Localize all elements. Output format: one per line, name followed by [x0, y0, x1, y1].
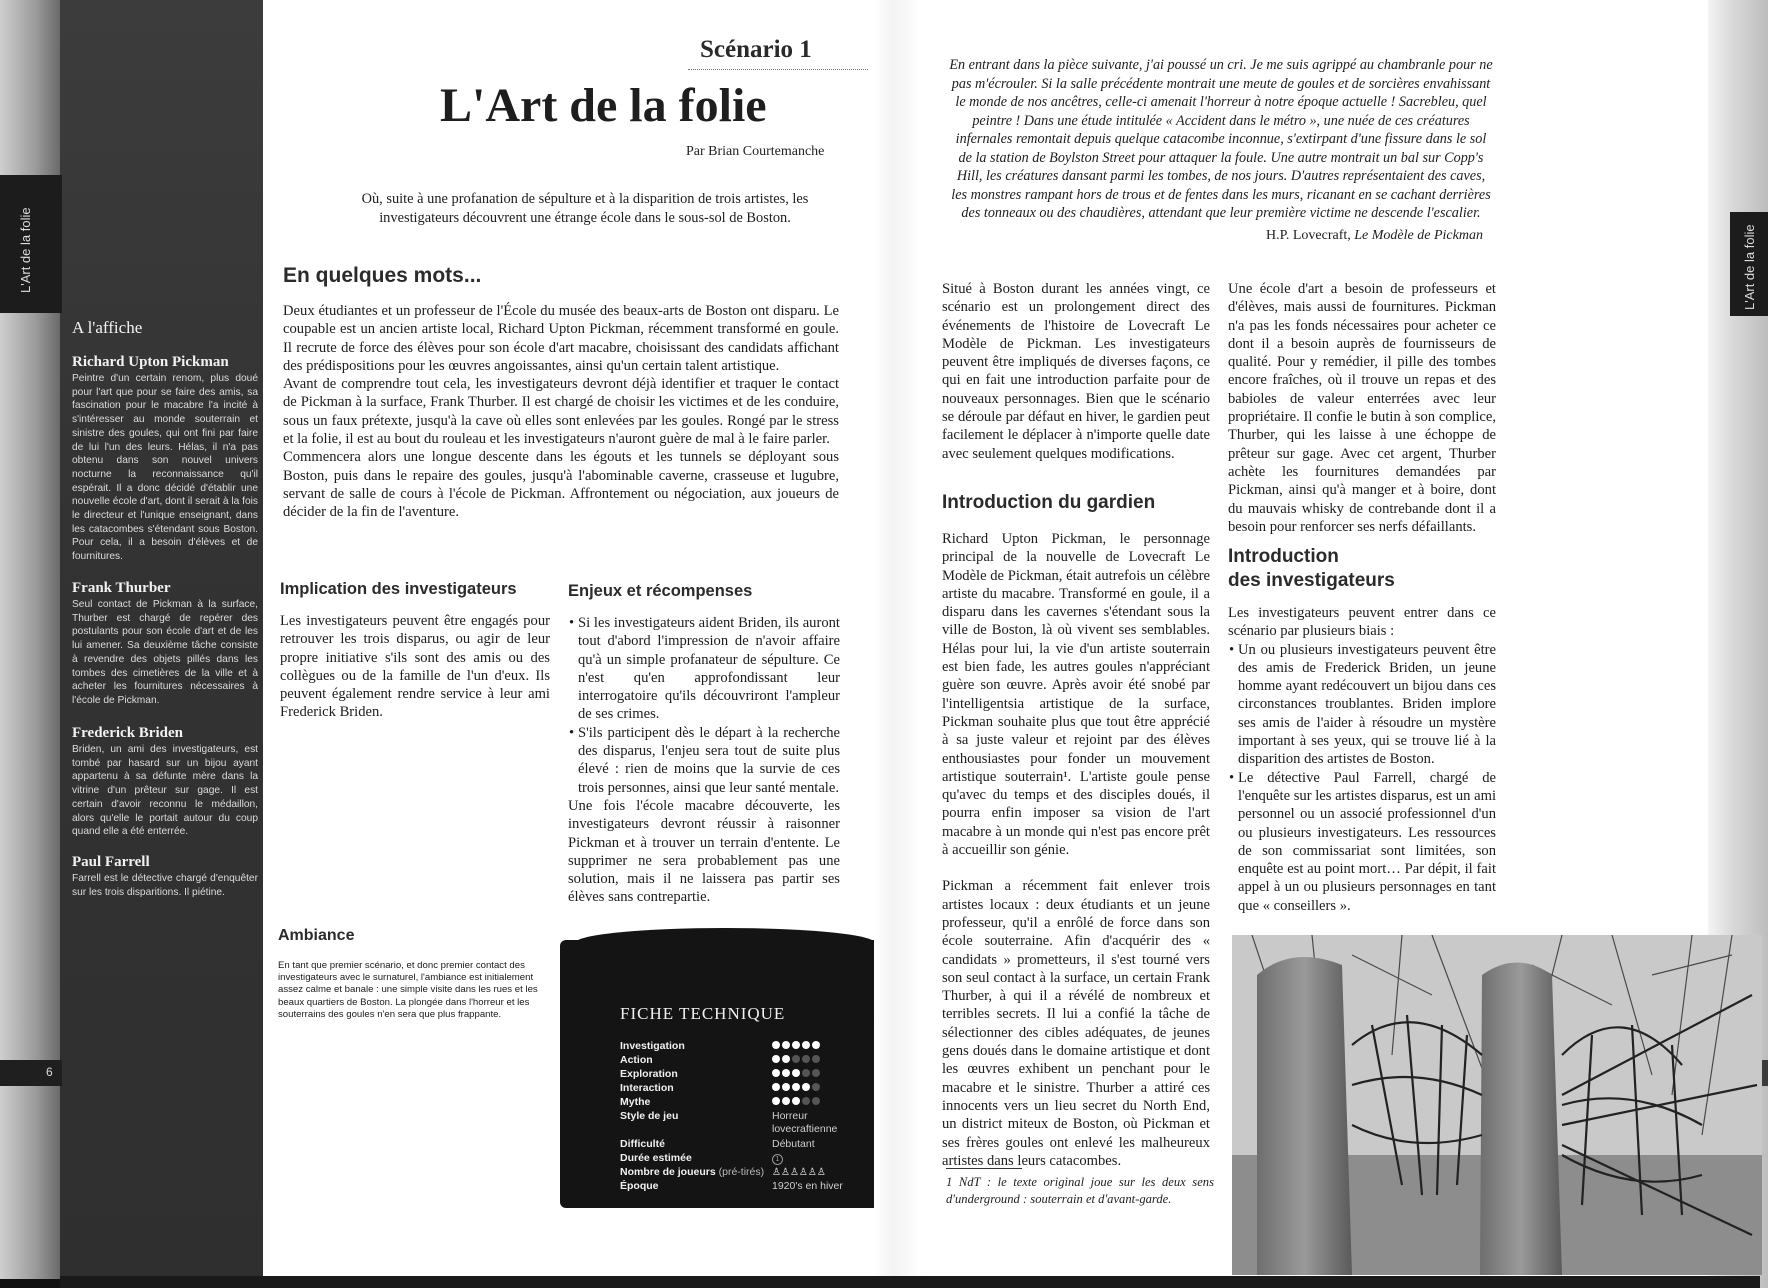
style-value: Horreur lovecraftienne: [772, 1110, 838, 1135]
heading-line: Introduction: [1228, 546, 1339, 567]
scenario-intro: Où, suite à une profanation de sépulture et à la disparition de trois artistes, les investigateurs découvrent une étrange école dans le sous-sol de Boston.: [361, 191, 809, 226]
rating-dots: [772, 1068, 822, 1080]
difficulty-row: [620, 1138, 870, 1152]
duration-label: Durée estimée: [620, 1152, 692, 1164]
heading-implication: Implication des investigateurs: [280, 580, 517, 598]
enjeux-text: [568, 614, 840, 907]
summary-text: [283, 302, 839, 522]
epoch-value: 1920's en hiver: [772, 1180, 843, 1192]
rating-row: [620, 1082, 870, 1096]
rating-dot-icon: [782, 1097, 790, 1105]
investigateurs-text: [1228, 604, 1496, 915]
rating-dot-icon: [812, 1069, 820, 1077]
players-sub: (pré-tirés): [718, 1166, 765, 1178]
epoch-row: [620, 1180, 870, 1194]
investigateurs-bullet: • Le détective Paul Farrell, chargé de l'enquête sur les artistes disparus, est un ami personnel ou un associé professionnel d'un ou plusieurs investigateurs. Les ressources de son commissariat sont limitées, son enquête est au point mort… Par dépit, il fait appel à un ou plusieurs personnages en tant que « conseillers ».: [1238, 769, 1496, 915]
sidebar-entry-pickman: [72, 354, 258, 564]
rating-dot-icon: [812, 1097, 820, 1105]
rating-dot-icon: [772, 1069, 780, 1077]
sidebar-entry-thurber: [72, 580, 258, 708]
player-icon: ♙: [789, 1167, 799, 1178]
rating-dot-icon: [772, 1055, 780, 1063]
rating-label: Investigation: [620, 1040, 685, 1052]
enjeux-bullet: • S'ils participent dès le départ à la recherche des disparus, l'enjeu sera tout de suite plus élevé : rien de moins que la survie de ces trois personnes, ainsi que leur santé mentale.: [578, 724, 840, 797]
players-row: [620, 1166, 870, 1180]
rating-dots: [772, 1096, 822, 1108]
summary-paragraph: Commencera alors une longue descente dans les égouts et les tunnels se déployant sous Boston, puis dans le repaire des goules, jusqu'à l'abominable caverne, crasseuse et lugubre, servant de salle de cours à l'école de Pickman. Affrontement ou négociation, aux joueurs de décider de la fin de l'aventure.: [283, 449, 839, 521]
player-icon: ♙: [798, 1167, 808, 1178]
heading-enjeux: Enjeux et récompenses: [568, 582, 753, 600]
enjeux-bullet: • Si les investigateurs aident Briden, ils auront tout d'abord l'impression de n'avoir affaire qu'à un simple profanateur de sépulture. Ce n'est qu'en approfondissant leur interrogatoire qu'ils découvriront l'ampleur de ses crimes.: [578, 614, 840, 724]
epoch-label: Époque: [620, 1180, 659, 1192]
rating-dot-icon: [772, 1083, 780, 1091]
sidebar-entry-text: Farrell est le détective chargé d'enquêter sur les trois disparitions. Il piétine.: [72, 873, 258, 898]
rating-dot-icon: [792, 1041, 800, 1049]
heading-investigateurs: [1228, 545, 1395, 593]
heading-gardien: Introduction du gardien: [942, 492, 1156, 513]
clock-icon: [772, 1152, 783, 1165]
ambiance-text: En tant que premier scénario, et donc premier contact des investigateurs avec le surnaturel, l'ambiance est initialement assez calme et banale : une simple visite dans les rues et les beaux quartiers de Boston. La plongée dans l'horreur et les souterrains des goules n'en sera que plus frappante.: [278, 960, 538, 1020]
rating-dot-icon: [812, 1041, 820, 1049]
sidebar-entry-text: Briden, un ami des investigateurs, est tombé par hasard sur un bijou ayant appartenu à sa défunte mère dans la vitrine d'un prêteur sur gage. Il est certain d'avoir reconnu le médaillon, alors qu'elle le portait autour du coup quand elle a été enterrée.: [72, 744, 258, 838]
players-label: Nombre de joueurs: [620, 1166, 716, 1178]
chapter-tab-label: L'Art de la folie: [1742, 224, 1757, 310]
duration-row: [620, 1152, 870, 1166]
rating-dot-icon: [782, 1069, 790, 1077]
quote-author: H.P. Lovecraft,: [1266, 228, 1351, 243]
epigraph-quote: En entrant dans la pièce suivante, j'ai poussé un cri. Je me suis agrippé au chambranle pour ne pas m'écrouler. Si la salle précédente montrait une meute de goules et de sorcières envahissant le monde de nos ancêtres, celle-ci amenait l'horreur à notre époque actuelle ! Sacrebleu, quel peintre ! Dans une étude intitulée « Accident dans le métro », une nuée de ces créatures infernales remontait depuis quelque catacombe inconnue, s'extirpant d'une fissure dans le sol de la station de Boylston Street pour attaquer la foule. Une autre montrait un bal sur Copp's Hill, les créatures dansant parmi les tombes, de nos jours. D'autres représentaient des caves, les monstres rampant hors de trous et de fentes dans les murs, ricanant en se cachant derrières des tonneaux ou des chaudières, attendant que leur première victime ne descende l'escalier.: [949, 57, 1493, 221]
investigateurs-list: [1228, 641, 1496, 915]
rating-dots: [772, 1054, 822, 1066]
col2-paragraph: Une école d'art a besoin de professeurs et d'élèves, mais aussi de fournitures. Pickman n'a pas les fonds nécessaires pour acheter ce dont il a besoin auprès de fournisseurs de qualité. Pour y remédier, il pille des tombes encore fraîches, où il trouve un repas et des babioles de valeur enterrées avec leur propriétaire. Il confie le butin à son complice, Thurber, qui les laisse à une échoppe de prêteur sur gage. Avec cet argent, Thurber achète les fournitures demandées par Pickman, ainsi qu'à manger et à boire, dont du mauvais whisky de contrebande dont il a besoin pour renforcer ses nerfs défaillants.: [1228, 281, 1496, 535]
investigateurs-lead: Les investigateurs peuvent entrer dans ce scénario par plusieurs biais :: [1228, 605, 1496, 640]
implication-text: [280, 612, 550, 722]
page-title: L'Art de la folie: [440, 79, 767, 132]
rating-row: [620, 1040, 870, 1054]
difficulty-value: Débutant: [772, 1138, 815, 1150]
rating-dots: [772, 1082, 822, 1094]
rating-dot-icon: [792, 1083, 800, 1091]
implication-paragraph: Les investigateurs peuvent être engagés pour retrouver les trois disparus, ou agir de leur propre initiative s'ils sont des amis ou des collègues ou de la famille de l'un d'eux. Ils peuvent également rendre service à leur ami Frederick Briden.: [280, 613, 550, 721]
col2-text: [1228, 280, 1496, 536]
rating-row: [620, 1068, 870, 1082]
gate-illustration: [1232, 935, 1762, 1275]
intro-paragraph: Situé à Boston durant les années vingt, ce scénario est un prolongement direct des événements de l'histoire de Lovecraft Le Modèle de Pickman. Les investigateurs peuvent être impliqués de diverses façons, ce qui en fait une introduction parfaite pour de nouveaux personnages. Bien que le scénario se déroule par défaut en hiver, le gardien peut facilement le déplacer à n'importe quelle date avec seulement quelques modifications.: [942, 281, 1210, 462]
rating-dots: [772, 1040, 822, 1052]
heading-line: des investigateurs: [1228, 570, 1395, 591]
enjeux-list: [568, 614, 840, 797]
fiche-title: FICHE TECHNIQUE: [620, 1004, 786, 1023]
duration-value: 1: [772, 1154, 783, 1165]
sidebar-entry-farrell: [72, 854, 258, 899]
enjeux-after: Une fois l'école macabre découverte, les investigateurs devront réussir à raisonner Pickman et à trouver un terrain d'entente. Le supprimer ne sera probablement pas une solution, mais il ne laissera pas partir ses élèves sans contrepartie.: [568, 797, 840, 906]
player-icon: ♙: [816, 1167, 826, 1178]
sidebar-entry-name: Richard Upton Pickman: [72, 354, 229, 370]
footnote: 1 NdT : le texte original joue sur les deux sens d'underground : souterrain et d'avant-garde.: [946, 1175, 1214, 1206]
author-line: Par Brian Courtemanche: [686, 144, 825, 159]
scenario-divider: [688, 69, 868, 70]
rating-label: Exploration: [620, 1068, 678, 1080]
rating-label: Interaction: [620, 1082, 674, 1094]
rating-dot-icon: [802, 1083, 810, 1091]
sidebar-entry-text: Peintre d'un certain renom, plus doué pour l'art que pour se faire des amis, sa fascination pour le macabre l'a incité à s'intéresser au monde souterrain et sinistre des goules, qui ont fini par faire de lui l'un des leurs. Hélas, il n'a pas obtenu dans son nouvel univers nocturne la reconnaissance qu'il espérait. Il a donc décidé d'établir une nouvelle école d'art, dont il serait à la fois le directeur et l'unique enseignant, dans les catacombes s'étendant sous Boston. Pour cela, il a besoin d'élèves et de fournitures.: [72, 373, 258, 563]
player-icon: ♙: [772, 1167, 781, 1178]
heading-ambiance: Ambiance: [278, 927, 355, 944]
sidebar-entry-name: Frank Thurber: [72, 580, 171, 596]
sidebar-entry-briden: [72, 725, 258, 839]
quote-source: Le Modèle de Pickman: [1354, 228, 1483, 243]
rating-row: [620, 1096, 870, 1110]
heading-en-quelques-mots: En quelques mots...: [283, 264, 482, 287]
investigateurs-bullet: • Un ou plusieurs investigateurs peuvent être des amis de Frederick Briden, un jeune homme ayant redécouvert un bijou dans ces circonstances troublantes. Briden implore ses amis de l'aider à résoudre un mystère important à ses yeux, qui se trouve lié à la disparition des artistes de Boston.: [1238, 641, 1496, 769]
chapter-tab-left: [0, 175, 62, 313]
scenario-label: Scénario 1: [700, 36, 812, 63]
player-icon: ♙: [807, 1167, 817, 1178]
rating-dot-icon: [812, 1083, 820, 1091]
gardien-text: [942, 530, 1210, 1170]
rating-dot-icon: [802, 1041, 810, 1049]
rating-dot-icon: [792, 1097, 800, 1105]
rating-dot-icon: [802, 1069, 810, 1077]
players-icons: [772, 1166, 826, 1178]
bottom-bar-left: [0, 1279, 60, 1288]
rating-dot-icon: [812, 1055, 820, 1063]
cemetery-gate-photo: [1232, 935, 1762, 1275]
rating-dot-icon: [782, 1041, 790, 1049]
chapter-tab-right: [1730, 212, 1768, 316]
footnote-rule: [946, 1168, 1022, 1169]
rating-dot-icon: [772, 1097, 780, 1105]
difficulty-label: Difficulté: [620, 1138, 665, 1150]
page-number-left: 6: [0, 1060, 62, 1086]
sidebar-entry-name: Frederick Briden: [72, 725, 183, 741]
summary-paragraph: Deux étudiantes et un professeur de l'École du musée des beaux-arts de Boston ont disparu. Le coupable est un ancien artiste local, Richard Upton Pickman, récemment transformé en goule. Il recrute de force des élèves pour son école d'art macabre, choisissant des candidats affichant des prédispositions pour les œuvres angoissantes, ainsi qu'un certain talent artistique.: [283, 303, 839, 374]
rating-dot-icon: [782, 1055, 790, 1063]
book-gutter: [874, 0, 922, 1288]
rating-label: Mythe: [620, 1096, 651, 1108]
sidebar-title: A l'affiche: [72, 318, 143, 337]
sidebar-entry-name: Paul Farrell: [72, 854, 150, 870]
gardien-paragraph: Pickman a récemment fait enlever trois artistes locaux : deux étudiants et un jeune professeur, qu'il a enrôlé de force dans son école souterraine. Afin d'acquérir des « candidats » prometteurs, il s'est tourné vers son seul contact à la surface, un certain Frank Thurber, à qui il a révélé de nombreux et terribles secrets. Il lui a confié la tâche de sélectionner des cibles adéquates, de jeunes gens doués dans le domaine artistique et dont les œuvres exhibent un penchant pour le macabre et le sinistre. Thurber a attiré ces innocents vers un lieu secret du North End, un district miteux de Boston, où Pickman et ses frères goules ont enlevé les malheureux artistes dans leurs catacombes.: [942, 878, 1210, 1169]
summary-paragraph: Avant de comprendre tout cela, les investigateurs devront déjà identifier et traquer le contact de Pickman à la surface, Frank Thurber. Il est chargé de choisir les victimes et de les conduire, sous un faux prétexte, jusqu'à la cave où elles sont enlevées par les goules. Rongé par le stress et la folie, il est au bout du rouleau et les investigateurs n'auront guère de mal à le faire parler.: [283, 376, 839, 448]
sidebar-entry-text: Seul contact de Pickman à la surface, Thurber est chargé de repérer des postulants pour son école d'art et de les lui amener. Sa deuxième tâche consiste à revendre des objets pillés dans les tombes des cimetières de la ville et à acheter les fournitures nécessaires à l'école de Pickman.: [72, 599, 258, 706]
rating-dot-icon: [802, 1055, 810, 1063]
bottom-bar: [60, 1276, 1760, 1288]
player-icon: ♙: [780, 1167, 790, 1178]
gardien-paragraph: Richard Upton Pickman, le personnage principal de la nouvelle de Lovecraft Le Modèle de Pickman, était autrefois un célèbre artiste du macabre. Transformé en goule, il a disparu dans les cavernes s'étendant sous la ville de Boston, là où vivent ses semblables. Hélas pour lui, la vie d'un artiste souterrain est bien fade, les autres goules n'appréciant guère son œuvre. Après avoir été snobé par l'intelligentsia artistique de la surface, Pickman souhaite plus que tout être apprécié à sa juste valeur et rejoint par des élèves enthousiastes pour fonder un mouvement artistique souterrain¹. L'artiste goule pense qu'avec du temps et des disciples doués, il pourra enfin imposer sa vision de l'art macabre à un monde qui n'est pas encore prêt à accueillir son génie.: [942, 531, 1210, 859]
rating-dot-icon: [782, 1083, 790, 1091]
epigraph-attribution: [1266, 228, 1483, 244]
rating-dot-icon: [792, 1069, 800, 1077]
intro-text-right: [942, 280, 1210, 463]
rating-dot-icon: [792, 1055, 800, 1063]
style-row: [620, 1110, 870, 1138]
rating-dot-icon: [802, 1097, 810, 1105]
rating-label: Action: [620, 1054, 653, 1066]
chapter-tab-label: L'Art de la folie: [18, 207, 33, 293]
style-label: Style de jeu: [620, 1110, 679, 1122]
rating-dot-icon: [772, 1041, 780, 1049]
rating-row: [620, 1054, 870, 1068]
